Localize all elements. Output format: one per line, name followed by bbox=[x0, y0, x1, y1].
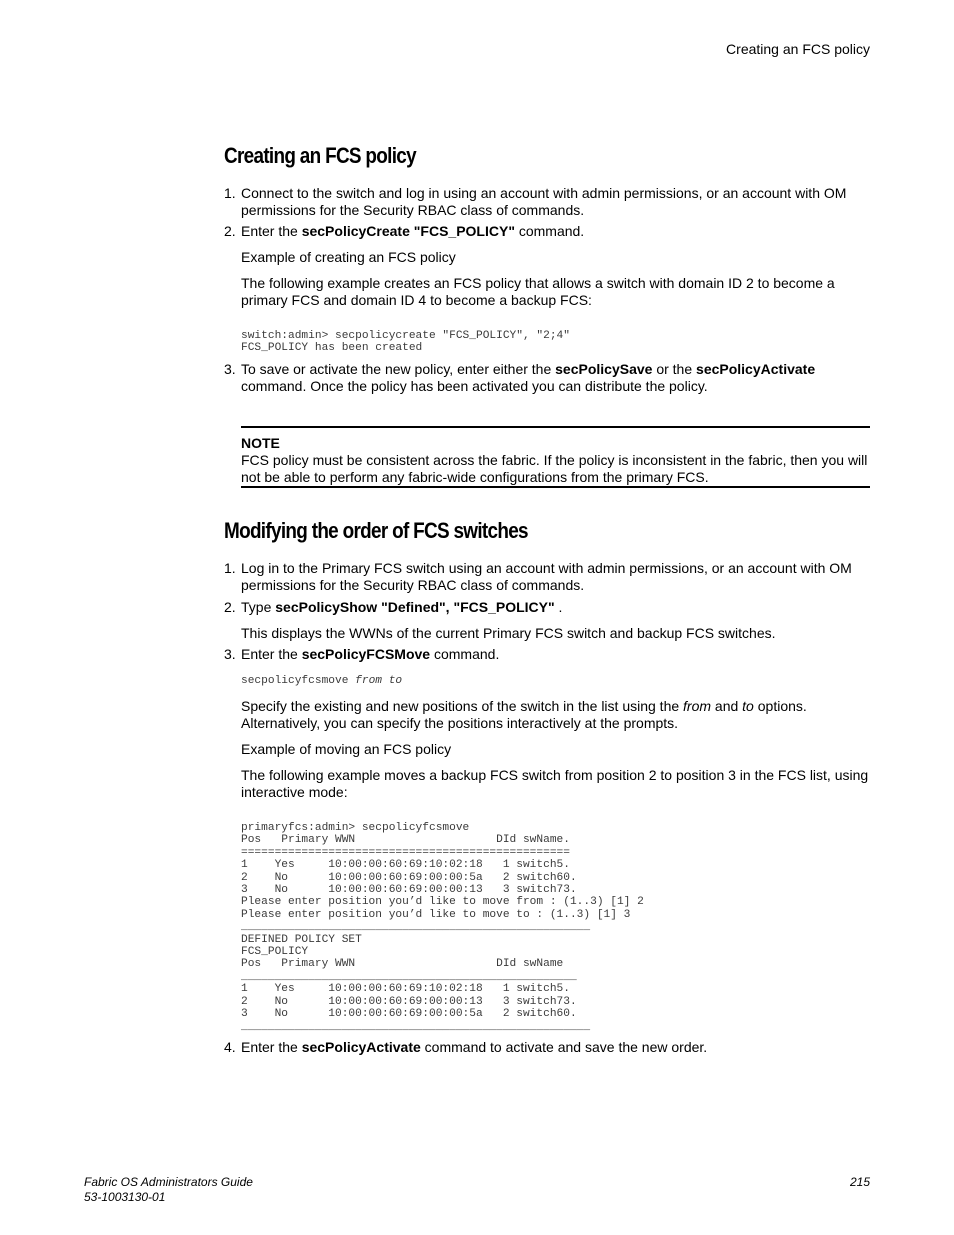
step-number: 1. bbox=[224, 560, 236, 576]
running-header: Creating an FCS policy bbox=[726, 41, 870, 57]
code-block: primaryfcs:admin> secpolicyfcsmove Pos Primary WWN DId swName. ================================================= 1 Yes 10:00:00:60:69:10:02:18 1 switch5. 2 No 10:00:00:60:69:00:00:5a 2 switch60. 3 No 10:00:00:60:69:00:00:13 3 switch73. Please enter position you’d like to move from : (1..3) [1] 2 Please enter position you’d like to move to : (1..3) [1] 3 ____________________________________________________ DEFINED POLICY SET FCS_POLICY Pos Primary WWN DId swName __________________________________________________ 1 Yes 10:00:00:60:69:10:02:18 1 switch5. 2 No 10:00:00:60:69:00:00:13 3 switch73. 3 No 10:00:00:60:69:00:00:5a 2 switch60. ____________________________________________________ bbox=[241, 822, 644, 1033]
footer-doc-title: Fabric OS Administrators Guide bbox=[84, 1175, 253, 1189]
note-title: NOTE bbox=[241, 435, 280, 451]
step-text: Enter the secPolicyActivate command to activate and save the new order. bbox=[241, 1039, 708, 1055]
note-text: FCS policy must be consistent across the fabric. If the policy is inconsistent in the fabric, then you will not be able to perform any fabric-wide configurations from the primary FCS. bbox=[241, 452, 868, 485]
command-name: secPolicyActivate bbox=[696, 361, 816, 377]
example-description: The following example creates an FCS policy that allows a switch with domain ID 2 to become a primary FCS and domain ID 4 to become a backup FCS: bbox=[241, 275, 835, 308]
example-title: Example of moving an FCS policy bbox=[241, 741, 452, 757]
footer-doc-number: 53-1003130-01 bbox=[84, 1190, 166, 1204]
step-number: 3. bbox=[224, 646, 236, 662]
example-description: The following example moves a backup FCS switch from position 2 to position 3 in the FCS list, using interactive mode: bbox=[241, 767, 869, 800]
step-number: 2. bbox=[224, 599, 236, 615]
command-name: secPolicyActivate bbox=[301, 1039, 421, 1055]
note-bottom-rule bbox=[241, 486, 870, 488]
command-name: secPolicyCreate "FCS_POLICY" bbox=[301, 223, 515, 239]
step-number: 3. bbox=[224, 361, 236, 377]
specify-text: Specify the existing and new positions of the switch in the list using the from and to options. Alternatively, you can specify the positions interactively at the prompts. bbox=[241, 698, 807, 731]
command-name: secPolicyFCSMove bbox=[301, 646, 431, 662]
command-name: secPolicySave bbox=[555, 361, 653, 377]
step-number: 1. bbox=[224, 185, 236, 201]
footer-doc-info bbox=[84, 1175, 253, 1205]
example-title: Example of creating an FCS policy bbox=[241, 249, 456, 265]
command-syntax: secpolicyfcsmove from to bbox=[241, 675, 403, 687]
step-number: 4. bbox=[224, 1039, 236, 1055]
syntax-arguments: from to bbox=[355, 675, 403, 687]
step-text: Log in to the Primary FCS switch using an account with admin permissions, or an account with OM permissions for the Security RBAC class of commands. bbox=[241, 560, 852, 593]
step-text: Enter the secPolicyFCSMove command. bbox=[241, 646, 500, 662]
step-number: 2. bbox=[224, 223, 236, 239]
step-text: Enter the secPolicyCreate "FCS_POLICY" command. bbox=[241, 223, 585, 239]
command-name: secPolicyShow "Defined", "FCS_POLICY" bbox=[275, 599, 555, 615]
note-box bbox=[241, 435, 871, 486]
section-title-modifying-order: Modifying the order of FCS switches bbox=[224, 518, 528, 543]
section-title-creating-fcs-policy: Creating an FCS policy bbox=[224, 143, 416, 168]
step-text: To save or activate the new policy, enter either the secPolicySave or the secPolicyActivate command. Once the policy has been activated you can distribute the policy. bbox=[241, 361, 816, 394]
step-description: This displays the WWNs of the current Primary FCS switch and backup FCS switches. bbox=[241, 625, 776, 641]
step-text: Type secPolicyShow "Defined", "FCS_POLICY" . bbox=[241, 599, 563, 615]
note-top-rule bbox=[241, 426, 870, 428]
page-number: 215 bbox=[849, 1175, 870, 1189]
step-text: Connect to the switch and log in using an account with admin permissions, or an account with OM permissions for the Security RBAC class of commands. bbox=[241, 185, 847, 218]
code-block: switch:admin> secpolicycreate "FCS_POLICY", "2;4" FCS_POLICY has been created bbox=[241, 330, 570, 355]
